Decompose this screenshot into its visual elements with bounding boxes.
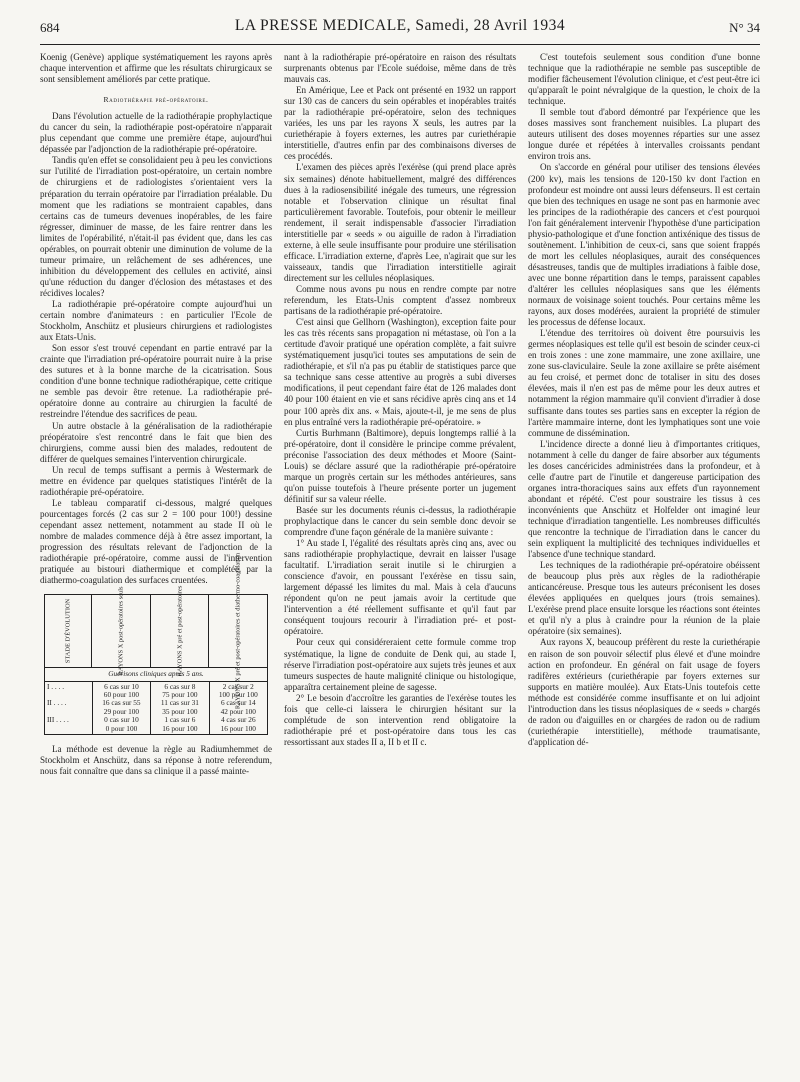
paragraph: Basée sur les documents réunis ci-dessus, la radiothérapie prophylactique dans le cancer du sein semble donc devoir se comprendre d'une façon générale de la manière suivante : bbox=[284, 504, 516, 538]
table-cell: II . . . . bbox=[47, 698, 67, 708]
paragraph: L'examen des pièces après l'exérèse (qui prend place après six semaines) dénote habituellement, malgré des différences dues à la radiosensibilité inégale des tumeurs, une régression notable et l'observation clinique un résultat final particulièrement favorable. Toutefois, pour obtenir le meilleur rendement, il serait indispensable d'associer l'irradiation interstitielle par « seeds » ou aiguille de radon à l'irradiation externe, à elle seule insuffisante pour produire une stérilisation efficace. L'irradiation externe, d'après Lee, n'agirait que sur les vaisseaux, tandis que l'irradiation interstitielle agirait directement sur les cellules néoplasiques. bbox=[284, 162, 516, 283]
table-cell bbox=[47, 725, 90, 733]
table-cell: 16 cas sur 55 bbox=[102, 698, 141, 708]
table-cell: 29 pour 100 bbox=[103, 706, 140, 716]
table-cell: 0 pour 100 bbox=[105, 723, 138, 733]
column-left bbox=[40, 52, 272, 777]
table-cell: 75 pour 100 bbox=[162, 690, 198, 700]
paragraph: Aux rayons X, beaucoup préfèrent du reste la curiethérapie en raison de son pouvoir sélectif plus élevé et d'une moindre action en profondeur. En général on fait usage de foyers radifères extérieurs (curiethérapie par foyers externes sur supports en matière moulée). Aux Etats-Unis toutefois cette méthode est considérée comme insuffisante et on lui adjoint l'introduction dans les tissus néoplasiques de « seeds » chargés de radon ou d'aiguilles en or chargées de radon ou de radium (curiethérapie interstitielle), méthode traumatisante, d'application dé- bbox=[528, 637, 760, 747]
table-header-cell: RAYONS X post-opératoires seuls bbox=[91, 595, 150, 667]
column-middle bbox=[284, 52, 516, 748]
paragraph: La méthode est devenue la règle au Radiumhemmet de Stockholm et Anschütz, dans sa réponse à notre referendum, nous fait connaître que dans sa clinique il a passé mainte- bbox=[40, 744, 272, 777]
page-header bbox=[40, 14, 760, 45]
table-cell: 35 pour 100 bbox=[162, 706, 198, 716]
paragraph: Un recul de temps suffisant a permis à Westermark de mettre en évidence par quelques statistiques l'intérêt de la radiothérapie pré-opératoire. bbox=[40, 464, 272, 497]
results-table bbox=[44, 553, 268, 735]
table-cell: 100 pour 100 bbox=[218, 690, 258, 700]
paragraph: Les techniques de la radiothérapie pré-opératoire obéissent de beaucoup plus près aux règles de la radiothérapie anticancéreuse. Presque tous les auteurs préconisent les doses élevées appliquées en quelques jours (trois semaines). L'exérèse prend place ensuite lorsque les réactions sont éteintes et qu'il n'y a plus à craindre pour la réunion de la plaie opératoire (six semaines). bbox=[528, 560, 760, 637]
table-cell: 6 cas sur 10 bbox=[104, 681, 139, 691]
column-right bbox=[528, 52, 760, 748]
table-cell: 6 cas sur 14 bbox=[220, 698, 256, 708]
data-column bbox=[150, 682, 208, 734]
table-cell: 6 cas sur 8 bbox=[164, 681, 196, 691]
table-header-cell: RAYONS X pré et post-opératoires et diathermo-coagulation bbox=[208, 595, 267, 667]
paragraph: Le tableau comparatif ci-dessous, malgré quelques pourcentages forcés (2 cas sur 2 = 100 pour 100!) dessine cependant assez nettement, notamment au stade II où le nombre de malades commence déjà à être assez important, la progression des résultats relevant de l'adjonction de la radiothérapie pré-opératoire, comme aussi de l'intervention pratiquée au bistouri diathermique et complétée par la diathermo-coagulation des surfaces cruentées. bbox=[40, 497, 272, 586]
paragraph: En Amérique, Lee et Pack ont présenté en 1932 un rapport sur 130 cas de cancers du sein opérables et inopérables traités par la radiothérapie pré-opératoire, selon des techniques variées, les uns par les rayons X seuls, les autres par la curiethérapie à foyers externes, les autres par curiethérapie interstitielle, d'autres enfin par des combinaisons diverses de ces procédés. bbox=[284, 85, 516, 162]
page-title: LA PRESSE MEDICALE, Samedi, 28 Avril 1934 bbox=[234, 17, 566, 34]
paragraph: On s'accorde en général pour utiliser des tensions élevées (200 kv), mais les tensions de 120-150 kv dont l'action en profondeur est moindre ont aussi leurs défenseurs. Il est certain que bien des techniques en usage ne sont pas en harmonie avec les principes de la radiothérapie des cancers et c'est pourquoi l'on fait généralement intervenir l'hypothèse d'une participation physio-pathologique et d'une fonction antixénique des tissus de soutènement. L'inhibition de ceux-ci, sans que soient frappés de mort les cellules néoplasiques, aurait des conséquences désastreuses, tandis que de multiples irradiations à faible dose, avec une bonne répartition dans le temps, paraissent capables d'altérer les cellules néoplasiques sans que les éléments normaux de voisinage soient touchés. Pour certains même les rayons, aux doses modérées, auraient la propriété de stimuler les processus de défense locaux. bbox=[528, 162, 760, 328]
table-cell: 60 pour 100 bbox=[103, 690, 140, 700]
paragraph: C'est toutefois seulement sous condition d'une bonne technique que la radiothérapie ne semble pas susceptible de modifier fâcheusement l'évolution clinique, et c'est peut-être ici qu'apparaît le point névralgique de la question, le choix de la technique. bbox=[528, 52, 760, 107]
table-cell: 16 pour 100 bbox=[162, 723, 198, 733]
table-cell: 0 cas sur 10 bbox=[104, 715, 139, 725]
paragraph: Tandis qu'en effet se consolidaient peu à peu les convictions sur l'utilité de l'irradiation post-opératoire, un certain nombre de chirurgiens et de radiologistes s'orientaient vers la préparation du terrain opératoire par l'irradiation préalable. Du moment que les radiations se montraient capables, dans certains cas de tumeurs devenues inopérables, de les faire régresser, diminuer de masse, de les faire rentrer dans les limites de l'opérabilité, n'était-il pas évident que, dans les cas opérables, on pourrait obtenir une diminution de volume de la tumeur primaire, un relâchement de ses adhérences, une inhibition du développement des cellules en activité, ainsi qu'une réduction du danger d'éclosion des métastases et des récidives locales? bbox=[40, 155, 272, 298]
issue-number: N° 34 bbox=[729, 20, 760, 35]
paragraph: La radiothérapie pré-opératoire compte aujourd'hui un certain nombre d'animateurs : en particulier l'Ecole de Stockholm, Anschütz et plusieurs chirurgiens et radiologistes aux Etats-Unis. bbox=[40, 298, 272, 343]
paragraph: C'est ainsi que Gellhorn (Washington), exception faite pour les cas très récents sans propagation ni métastase, où l'on a la certitude d'avoir pratiqué une opération complète, a fait suivre systématiquement jusqu'ici toutes ses amputations de sein de radiothérapie, et s'il n'a pas pu établir de statistiques parce que sa technique sans cesse attentive au progrès a subi diverses modifications, il peut cependant faire état de 126 malades dont 40 pour 100 étaient en vie et sans récidive après cinq ans et 14 pour 100 après dix ans. « Mais, ajoute-t-il, je me sens de plus en plus entraîné vers la radiothérapie pré-opératoire. » bbox=[284, 317, 516, 427]
paragraph: Koenig (Genève) applique systématiquement les rayons après chaque intervention et affirme que les résultats chirurgicaux se sont sensiblement améliorés par cette pratique. bbox=[40, 52, 272, 85]
paragraph: Curtis Burhmann (Baltimore), depuis longtemps rallié à la pré-opératoire, dont il considère le principe comme prévalent, préconise l'association des deux méthodes et Moore (Saint-Louis) se déclare assuré que la radiothérapie pré-opératoire marque un progrès certain sur les méthodes antérieures, sans qu'on puisse toutefois à l'heure présente porter un jugement définitif sur sa valeur réelle. bbox=[284, 427, 516, 504]
table-cell: 16 pour 100 bbox=[220, 723, 256, 733]
paragraph: Dans l'évolution actuelle de la radiothérapie prophylactique du cancer du sein, la radiothérapie post-opératoire n'apparait plus cependant que comme une première étape, aujourd'hui dépassée par l'adjonction de la radiothérapie pré-opératoire. bbox=[40, 111, 272, 155]
table-cell: 42 pour 100 bbox=[220, 706, 256, 716]
section-heading: Radiothérapie pré-opératoire. bbox=[103, 95, 209, 105]
table-header-cell: STADE D'ÉVOLUTION bbox=[64, 599, 72, 664]
stage-column bbox=[45, 682, 92, 734]
page-number: 684 bbox=[40, 20, 60, 35]
table-cell: I . . . . bbox=[47, 681, 65, 691]
paragraph: Il semble tout d'abord démontré par l'expérience que les doses massives sont franchement nuisibles. La plupart des auteurs utilisent des doses moyennes réparties sur une assez longue durée et répétées à intervalles croissants pendant environ trois ans. bbox=[528, 107, 760, 162]
table-caption: Guérisons cliniques après 5 ans. bbox=[45, 668, 267, 681]
paragraph: nant à la radiothérapie pré-opératoire en raison des résultats surprenants obtenus par l'Ecole suédoise, même dans de très mauvais cas. bbox=[284, 52, 516, 85]
paragraph: Comme nous avons pu nous en rendre compte par notre referendum, les Etats-Unis comptent d'assez nombreux partisans de la radiothérapie pré-opératoire. bbox=[284, 283, 516, 317]
table-header-cell: RAYONS X pré et post-opératoires bbox=[150, 595, 209, 667]
table-cell: 4 cas sur 26 bbox=[220, 715, 256, 725]
table-cell: III . . . . bbox=[47, 715, 69, 725]
paragraph: L'étendue des territoires où doivent être poursuivis les germes néoplasiques est telle qu'il est besoin de scinder ceux-ci en trois zones : une zone mammaire, une zone axillaire, une zone sus-claviculaire. Seule la zone axillaire se prête aisément au feu croisé, et permet donc de totaliser in situ des doses élevées, mais il n'en est pas de même pour les deux autres et notamment la région mammaire qu'il convient d'irradier à dose suffisante dans toutes ses parties sans en excepter la région de l'artère mammaire interne, dont les lymphatiques sont une voie commune de dissémination. bbox=[528, 328, 760, 438]
table-cell: 11 cas sur 31 bbox=[160, 698, 199, 708]
paragraph: 1° Au stade I, l'égalité des résultats après cinq ans, avec ou sans radiothérapie prophylactique, devrait en laisser l'usage facultatif. L'irradiation serait inutile si le chirurgien a conscience d'avoir, en poussant l'exérèse en tissu sain, largement dépassé les limites du mal. Mais à cela d'aucuns répondent qu'on ne peut jamais avoir la certitude que l'intervention a été réellement suffisante et qu'il faut par conséquent toujours recourir à l'irradiation pré- et post-opératoire. bbox=[284, 538, 516, 637]
paragraph: Son essor s'est trouvé cependant en partie entravé par la crainte que l'irradiation pré-opératoire pourrait nuire à la prise des sutures et à la bonne marche de la cicatrisation. Sous condition d'une bonne technique radiothérapique, cette critique ne semble pas devoir être retenue. La radiothérapie pré-opératoire donne au contraire au chirurgien la faculté de restreindre l'étendue des sacrifices de peau. bbox=[40, 343, 272, 420]
paragraph: 2° Le besoin d'accroître les garanties de l'exérèse toutes les fois que celle-ci laissera le chirurgien hésitant sur la complétude de son intervention rend obligatoire la radiothérapie pré et post-opératoire dans tous les cas ressortissant aux stades II a, II b et II c. bbox=[284, 692, 516, 747]
table-cell: 1 cas sur 6 bbox=[164, 715, 196, 725]
paragraph: Pour ceux qui considéreraient cette formule comme trop systématique, la ligne de conduite de Denk qui, au stade I, réserve l'irradiation post-opératoire aux sujets très jeunes et aux tumeurs suspectes de haute malignité clinique ou histologique, apparaîtra certainement pleine de sagesse. bbox=[284, 637, 516, 692]
paragraph: Un autre obstacle à la généralisation de la radiothérapie préopératoire s'est rencontré dans le fait que bien des chirurgiens, comme aussi bien des malades, redoutent de différer de quelques semaines l'intervention chirurgicale. bbox=[40, 420, 272, 464]
table-cell: 2 cas sur 2 bbox=[222, 681, 254, 691]
paragraph: L'incidence directe a donné lieu à d'importantes critiques, notamment à celle du danger de faire absorber aux téguments les doses cancéricides administrées dans la profondeur, et à celle d'autre part de l'inutile et dangereuse participation des organes intra-thoraciques sains aux effets d'un rayonnement abondant et répété. C'est pour soustraire les tissus à ces inconvénients que Anschütz et Holfelder ont imaginé leur technique d'irradiation tangentielle. Les nombreuses difficultés que rencontre la technique de l'irradiation dans le cancer du sein expliquent la multiplicité des techniques individuelles et l'absence d'une technique standard. bbox=[528, 438, 760, 560]
data-column bbox=[92, 682, 150, 734]
